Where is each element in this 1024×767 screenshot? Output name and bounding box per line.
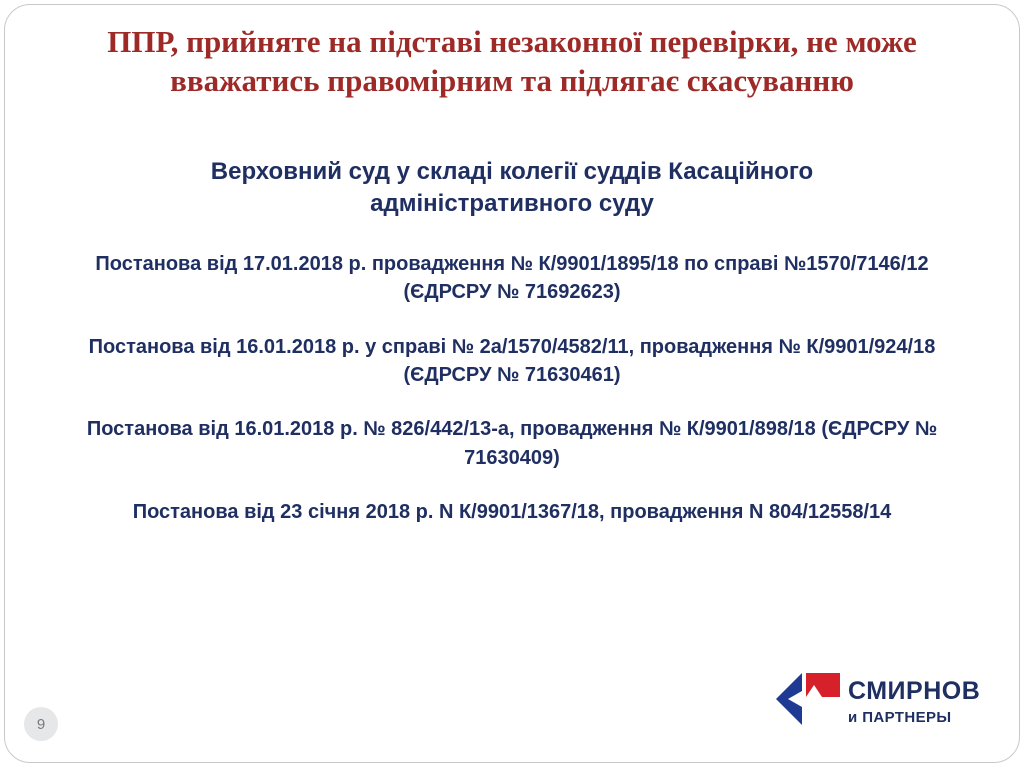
page-title: ППР, прийняте на підставі незаконної перевірки, не може вважатись правомірним та підлягає скасуванню [107,24,917,99]
company-logo [776,667,981,745]
slide-body [60,126,964,527]
case-reference-4: Постанова від 23 січня 2018 р. N К/9901/1367/18, провадження N 804/12558/14 [132,501,892,524]
case-reference-1: Постанова від 17.01.2018 р. провадження № К/9901/1895/18 по справі №1570/7146/12 (ЄДРСРУ № 71692623) [95,252,929,304]
logo-text [848,679,980,725]
slide-subtitle: Верховний суд у складі колегії суддів Касаційного адміністративного суду [210,158,814,217]
case-reference-3: Постанова від 16.01.2018 р. № 826/442/13-а, провадження № К/9901/898/18 (ЄДРСРУ № 71630409) [86,418,938,469]
case-reference-2: Постанова від 16.01.2018 р. у справі № 2а/1570/4582/11, провадження № К/9901/924/18 (ЄДРСРУ № 71630461) [88,335,936,387]
logo-subtitle: и ПАРТНЕРЫ [848,709,952,726]
page-number-badge: 9 [24,707,58,741]
slide-content [60,22,964,527]
chevron-logo-icon [776,671,842,727]
logo-title: СМИРНОВ [848,677,981,705]
